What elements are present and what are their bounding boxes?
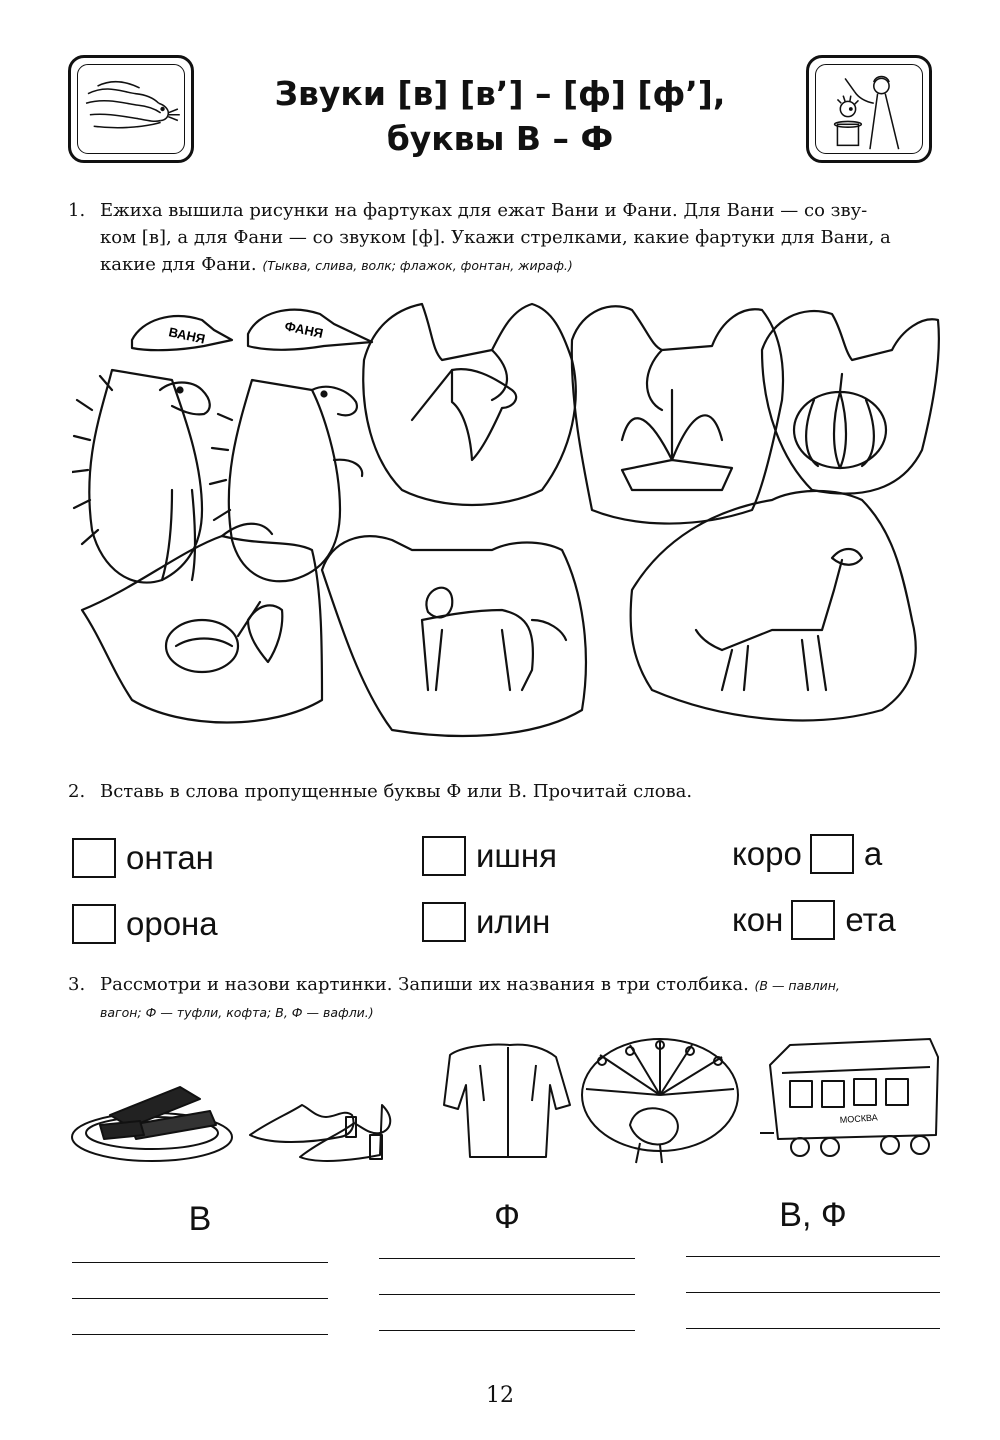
task1-line3: какие для Фани.	[100, 254, 257, 275]
writing-line[interactable]	[72, 1262, 328, 1263]
task3-hint-2: вагон; Ф — туфли, кофта; В, Ф — вафли.)	[100, 1005, 374, 1020]
word-vishnya	[422, 836, 557, 876]
left-corner-frame	[68, 55, 194, 163]
task3-pictures	[70, 1025, 940, 1175]
task1-number: 1.	[68, 200, 86, 221]
writing-line[interactable]	[72, 1334, 328, 1335]
word-after-1: онтан	[126, 839, 214, 876]
task2-instruction	[68, 778, 940, 805]
apron-giraffe	[631, 491, 916, 720]
wagon-label: МОСКВА	[839, 1112, 879, 1125]
writing-line[interactable]	[686, 1328, 940, 1329]
apron-pumpkin	[762, 311, 939, 494]
page-title-line2: буквы В – Ф	[386, 119, 614, 158]
word-before-6: кон	[732, 901, 784, 938]
task3-hint-1: (В — павлин,	[754, 978, 840, 993]
page-title-line1: Звуки [в] [в’] – [ф] [ф’],	[274, 74, 726, 113]
cap-label-fanya: ФАНЯ	[283, 318, 325, 342]
task1-line1: Ежиха вышила рисунки на фартуках для ежат Вани и Фани. Для Вани — со зву-	[100, 200, 868, 221]
letter-box-5[interactable]	[422, 902, 466, 942]
jacket-picture	[444, 1044, 570, 1157]
word-after-5: илин	[476, 903, 551, 940]
hedgehogs-aprons-illustration	[72, 290, 942, 760]
wind-spirit-icon	[77, 64, 185, 154]
page-number: 12	[486, 1383, 514, 1408]
task1-instruction	[68, 197, 940, 279]
task3-text: Рассмотри и назови картинки. Запиши их названия в три столбика.	[100, 974, 749, 995]
letter-box-1[interactable]	[72, 838, 116, 878]
column-header-vf: В, Ф	[779, 1196, 847, 1234]
task2-number: 2.	[68, 781, 86, 802]
writing-line[interactable]	[686, 1256, 940, 1257]
apron-flag	[363, 304, 575, 505]
word-after-3: а	[863, 835, 883, 872]
letter-box-3[interactable]	[810, 834, 854, 874]
task2-text: Вставь в слова пропущенные буквы Ф или В. Прочитай слова.	[100, 781, 693, 802]
task1-hint: (Тыква, слива, волк; флажок, фонтан, жираф.)	[262, 258, 573, 273]
apron-fountain	[572, 306, 783, 523]
task1-line2: ком [в], а для Фани — со звуком [ф]. Укажи стрелками, какие фартуки для Вани, а	[100, 227, 891, 248]
shoes-picture	[250, 1105, 390, 1161]
word-before-3: коро	[732, 835, 802, 872]
right-corner-frame	[806, 55, 932, 163]
wagon-picture	[760, 1039, 938, 1156]
writing-line[interactable]	[72, 1298, 328, 1299]
apron-plum	[82, 536, 322, 723]
word-after-4: орона	[126, 905, 218, 942]
writing-line[interactable]	[686, 1292, 940, 1293]
word-after-6: ета	[845, 901, 896, 938]
task3-number: 3.	[68, 974, 86, 995]
word-filin	[422, 902, 550, 942]
word-vorona	[72, 904, 218, 944]
waffles-picture	[72, 1087, 232, 1161]
apron-wolf	[322, 536, 586, 736]
peacock-picture	[582, 1039, 738, 1163]
writing-line[interactable]	[379, 1258, 635, 1259]
task3-instruction	[68, 972, 940, 1026]
word-after-2: ишня	[476, 837, 558, 874]
word-konfeta	[732, 900, 896, 940]
writing-line[interactable]	[379, 1330, 635, 1331]
letter-box-2[interactable]	[422, 836, 466, 876]
word-korova	[732, 834, 882, 874]
writing-line[interactable]	[379, 1294, 635, 1295]
column-header-v: В	[188, 1200, 212, 1238]
letter-box-4[interactable]	[72, 904, 116, 944]
column-header-f: Ф	[494, 1198, 520, 1236]
magician-hedgehog-icon	[815, 64, 923, 154]
cap-label-vanya: ВАНЯ	[167, 324, 207, 347]
letter-box-6[interactable]	[791, 900, 835, 940]
word-fontan	[72, 838, 214, 878]
